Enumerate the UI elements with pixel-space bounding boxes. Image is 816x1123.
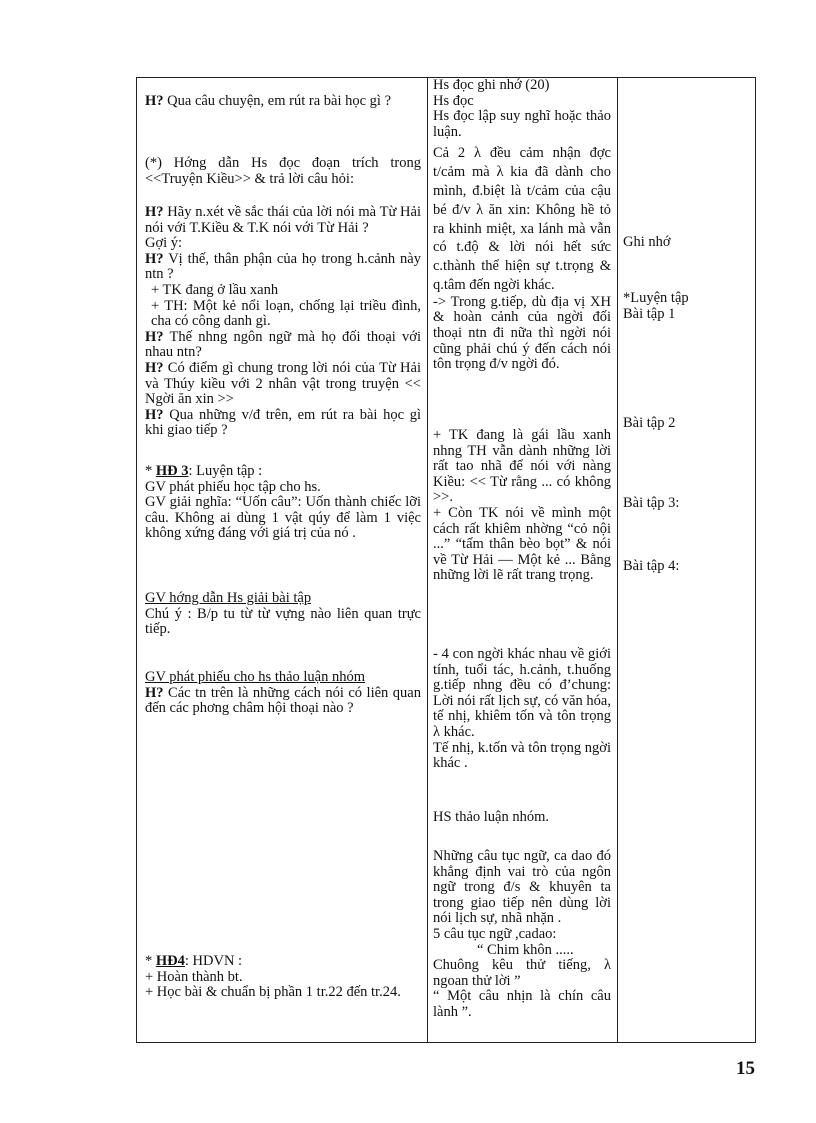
column-divider: [617, 78, 618, 1042]
column-divider: [427, 78, 428, 1042]
luyen-tap-label: *Luyện tập Bài tập 1: [623, 290, 689, 322]
gv-group-discussion: GV phát phiếu cho hs thảo luận nhóm H? Các tn trên là những cách nói có liên quan đến các phơng châm hội thoại nào ?: [145, 669, 421, 717]
question-lesson: H? Qua câu chuyện, em rút ra bài học gì ?: [145, 93, 392, 109]
th-line: + TH: Một kẻ nổi loạn, chống lại triều đình, cha có công danh gì.: [151, 297, 421, 330]
student-activity-4: HS thảo luận nhóm.: [433, 809, 549, 825]
lesson-table: [136, 77, 756, 1043]
student-activity-1: Hs đọc ghi nhớ (20) Hs đọc Hs đọc lập suy nghĩ hoặc thảo luận. Cả 2 λ đều cảm nhận đợc t/cảm mà λ kia đã dành cho mình, đ.biệt là t/cảm của cậu bé đ/v λ ăn xin: Không hề tỏ ra khinh miệt, xa lánh mà vẫn có t.độ & lời nói hết sức c.thành thể hiện sự t.trọng & q.tâm đến ngời khác. -> Trong g.tiếp, dù địa vị XH & hoàn cảnh của ngời đối thoại ntn đi nữa thì ngời nói cũng phải chú ý đến cách nói tôn trọng đ/v ngời đó.: [433, 77, 612, 373]
hd3-section: * HĐ 3: Luyện tập : GV phát phiếu học tập cho hs. GV giải nghĩa: “Uốn câu”: Uốn thành chiếc lỡi câu. Không ai dùng 1 vật qúy để làm 1 việc không xứng đáng với giá trị của nó .: [145, 463, 421, 542]
bai-tap-4-label: Bài tập 4:: [623, 558, 680, 574]
note: Chú ý : B/p tu từ từ vựng nào liên quan trực tiếp.: [145, 605, 421, 638]
student-activity-2: + TK đang là gái lầu xanh nhng TH vẫn dành những lời rất tao nhã để nói với nàng Kiều: << Từ rằng ... có không >>. + Còn TK nói về mình một cách rất khiêm nhờng “cỏ nội ...” “tấm thân bèo bọt” & nói về Từ Hải — Một kẻ ... Bằng những lời lẽ rất trang trọng.: [433, 427, 611, 584]
student-activity-3: - 4 con ngời khác nhau về giới tính, tuổi tác, h.cảnh, t.huống g.tiếp nhng đều có đ’chung: Lời nói rất lịch sự, có văn hóa, tế nhị, khiêm tốn và tôn trọng λ khác. Tế nhị, k.tốn và tôn trọng ngời khác .: [433, 646, 611, 772]
gv-guide-exercise: GV hớng dẫn Hs giải bài tập Chú ý : B/p tu từ từ vựng nào liên quan trực tiếp.: [145, 590, 421, 638]
question-nuance: H? Hãy n.xét về sắc thái của lời nói mà Từ Hải nói với T.Kiều & T.K nói với Từ Hải ? Gợi ý: H? Vị thế, thân phận của họ trong h.cảnh này ntn ? + TK đang ở lầu xanh + TH: Một kẻ nổi loạn, chống lại triều đình, cha có công danh gì. H? Thế nhng ngôn ngữ mà họ đối thoại với nhau ntn? H? Có điểm gì chung trong lời nói của Từ Hải và Thúy kiều với 2 nhân vật trong truyện << Ngời ăn xin >> H? Qua những v/đ trên, em rút ra bài học gì khi giao tiếp ?: [145, 204, 421, 439]
ghi-nho-label: Ghi nhớ: [623, 234, 671, 250]
hd4-section: * HĐ4: HDVN : + Hoàn thành bt. + Học bài & chuẩn bị phần 1 tr.22 đến tr.24.: [145, 953, 401, 1001]
bai-tap-2-label: Bài tập 2: [623, 415, 676, 431]
tk-line: + TK đang ở lầu xanh: [151, 281, 279, 298]
guide-reading: (*) Hớng dẫn Hs đọc đoạn trích trong <<Truyện Kiều>> & trả lời câu hỏi:: [145, 155, 421, 187]
bai-tap-3-label: Bài tập 3:: [623, 495, 680, 511]
page-number: 15: [736, 1058, 755, 1079]
hint-label: Gợi ý:: [145, 235, 183, 252]
student-activity-5: Những câu tục ngữ, ca dao đó khẳng định vai trò của ngôn ngữ trong đ/s & khuyên ta trong giao tiếp nên dùng lời nói lịch sự, nhã nhặn . 5 câu tục ngữ ,cadao: “ Chim khôn ..... Chuông kêu thử tiếng, λ ngoan thử lời ” “ Một câu nhịn là chín câu lành ”.: [433, 848, 611, 1020]
